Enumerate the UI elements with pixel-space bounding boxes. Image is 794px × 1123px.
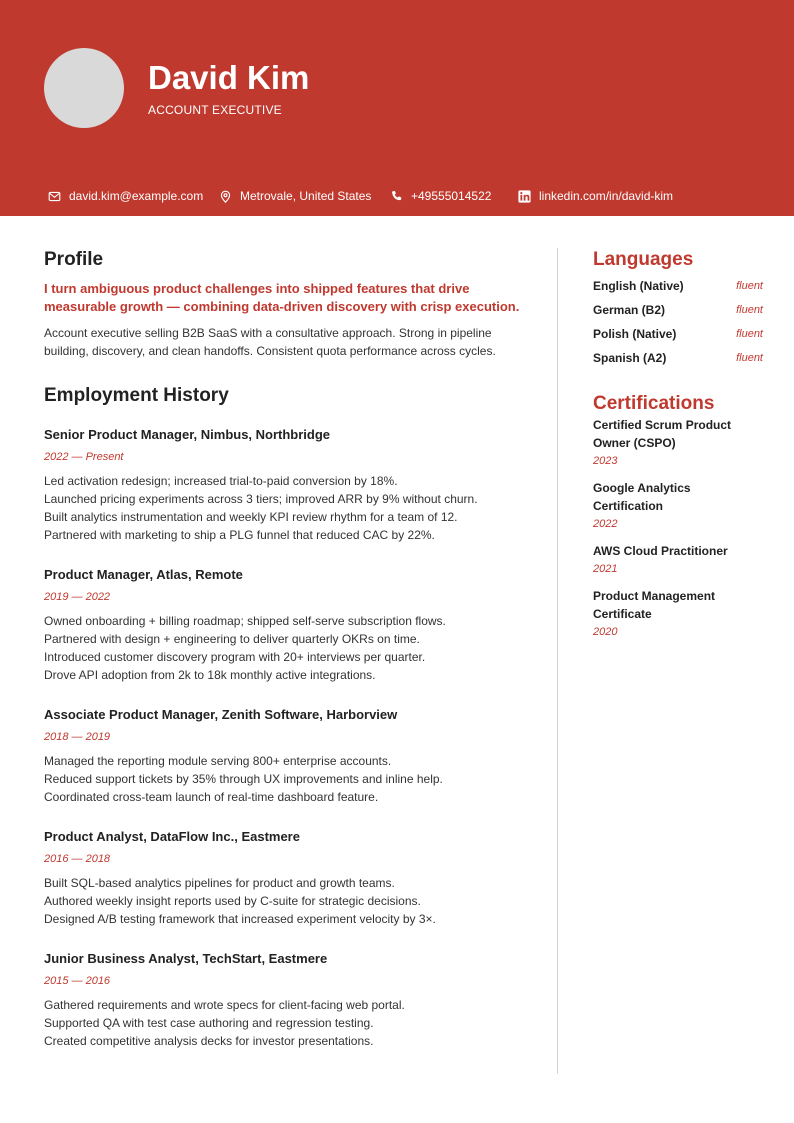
contact-location — [219, 188, 371, 204]
certification-name: AWS Cloud Practitioner — [593, 544, 728, 558]
profile-heading: Profile — [44, 249, 104, 270]
certification-year: 2020 — [593, 626, 618, 638]
language-item — [593, 274, 763, 298]
language-name: German (B2) — [593, 303, 666, 317]
certification-name: Product Management Certificate — [593, 589, 716, 621]
job-dates: 2018 — 2019 — [44, 731, 111, 743]
certification-item — [593, 542, 763, 577]
linkedin-icon — [518, 190, 531, 203]
language-name: Spanish (A2) — [593, 351, 667, 365]
certifications-list — [593, 416, 763, 640]
job-title: Senior Product Manager, Nimbus, Northbridge — [44, 427, 331, 442]
language-name: Polish (Native) — [593, 327, 677, 341]
job-title: Product Manager, Atlas, Remote — [44, 567, 243, 582]
job-bullet: Built SQL-based analytics pipelines for product and growth teams. — [44, 876, 395, 890]
job-bullet: Gathered requirements and wrote specs for client-facing web portal. — [44, 998, 405, 1012]
job-bullet: Created competitive analysis decks for investor presentations. — [44, 1034, 374, 1048]
contact-phone[interactable] — [390, 188, 491, 204]
employment-heading: Employment History — [44, 385, 229, 406]
certification-year: 2021 — [593, 563, 618, 575]
candidate-name: David Kim — [148, 59, 310, 96]
job-bullet: Supported QA with test case authoring and regression testing. — [44, 1016, 374, 1030]
job-title: Product Analyst, DataFlow Inc., Eastmere — [44, 829, 300, 844]
language-item — [593, 298, 763, 322]
language-level: fluent — [736, 304, 763, 316]
certification-item — [593, 479, 763, 532]
job-bullet: Partnered with marketing to ship a PLG funnel that reduced CAC by 22%. — [44, 528, 435, 542]
language-level: fluent — [736, 328, 763, 340]
location-text: Metrovale, United States — [240, 189, 372, 203]
certification-year: 2022 — [593, 518, 618, 530]
job-entry — [44, 950, 534, 1050]
certification-item — [593, 587, 763, 640]
job-entry — [44, 706, 534, 806]
job-bullet: Managed the reporting module serving 800+ enterprise accounts. — [44, 754, 392, 768]
linkedin-text: linkedin.com/in/david-kim — [539, 189, 674, 203]
language-item — [593, 322, 763, 346]
job-bullet: Introduced customer discovery program with 20+ interviews per quarter. — [44, 650, 426, 664]
profile-lead: I turn ambiguous product challenges into shipped features that drive measurable growth — combining data-driven discovery with crisp execution. — [44, 281, 520, 314]
certification-item — [593, 416, 763, 469]
certifications-heading: Certifications — [593, 393, 715, 414]
envelope-icon — [48, 190, 61, 203]
job-bullets — [44, 996, 534, 1050]
language-name: English (Native) — [593, 279, 684, 293]
profile-summary: Account executive selling B2B SaaS with a consultative approach. Strong in pipeline building, discovery, and clean handoffs. Consistent quota performance across cycles. — [44, 326, 496, 358]
sidebar-column — [593, 248, 763, 650]
email-text: david.kim@example.com — [69, 189, 204, 203]
employment-list — [44, 426, 534, 1072]
certification-name: Certified Scrum Product Owner (CSPO) — [593, 418, 732, 450]
job-bullets — [44, 874, 534, 928]
job-bullets — [44, 612, 534, 684]
job-bullet: Built analytics instrumentation and weekly KPI review rhythm for a team of 12. — [44, 510, 458, 524]
map-pin-icon — [219, 190, 232, 203]
column-divider — [557, 248, 558, 1074]
job-bullets — [44, 472, 534, 544]
language-item — [593, 346, 763, 370]
phone-icon — [390, 190, 403, 203]
job-title: Junior Business Analyst, TechStart, Eastmere — [44, 951, 328, 966]
job-dates: 2022 — Present — [44, 451, 124, 463]
resume-header — [0, 0, 794, 216]
job-bullet: Partnered with design + engineering to deliver quarterly OKRs on time. — [44, 632, 420, 646]
job-bullets — [44, 752, 534, 806]
certification-year: 2023 — [593, 455, 618, 467]
contact-linkedin[interactable] — [518, 188, 673, 204]
job-bullet: Coordinated cross-team launch of real-time dashboard feature. — [44, 790, 379, 804]
phone-text: +49555014522 — [411, 189, 492, 203]
job-title: Associate Product Manager, Zenith Software, Harborview — [44, 707, 398, 722]
languages-heading: Languages — [593, 249, 694, 270]
job-dates: 2019 — 2022 — [44, 591, 111, 603]
contact-email[interactable] — [48, 188, 203, 204]
job-bullet: Authored weekly insight reports used by C-suite for strategic decisions. — [44, 894, 421, 908]
job-bullet: Reduced support tickets by 35% through UX improvements and inline help. — [44, 772, 443, 786]
certification-name: Google Analytics Certification — [593, 481, 691, 513]
job-entry — [44, 566, 534, 684]
job-bullet: Owned onboarding + billing roadmap; shipped self-serve subscription flows. — [44, 614, 446, 628]
job-bullet: Led activation redesign; increased trial-to-paid conversion by 18%. — [44, 474, 398, 488]
job-dates: 2016 — 2018 — [44, 853, 111, 865]
avatar — [44, 48, 124, 128]
job-bullet: Drove API adoption from 2k to 18k monthly active integrations. — [44, 668, 376, 682]
job-dates: 2015 — 2016 — [44, 975, 111, 987]
job-entry — [44, 828, 534, 928]
job-bullet: Launched pricing experiments across 3 tiers; improved ARR by 9% without churn. — [44, 492, 478, 506]
languages-list — [593, 274, 763, 370]
job-entry — [44, 426, 534, 544]
job-bullet: Designed A/B testing framework that increased experiment velocity by 3×. — [44, 912, 436, 926]
language-level: fluent — [736, 280, 763, 292]
candidate-title: ACCOUNT EXECUTIVE — [148, 103, 282, 117]
language-level: fluent — [736, 352, 763, 364]
